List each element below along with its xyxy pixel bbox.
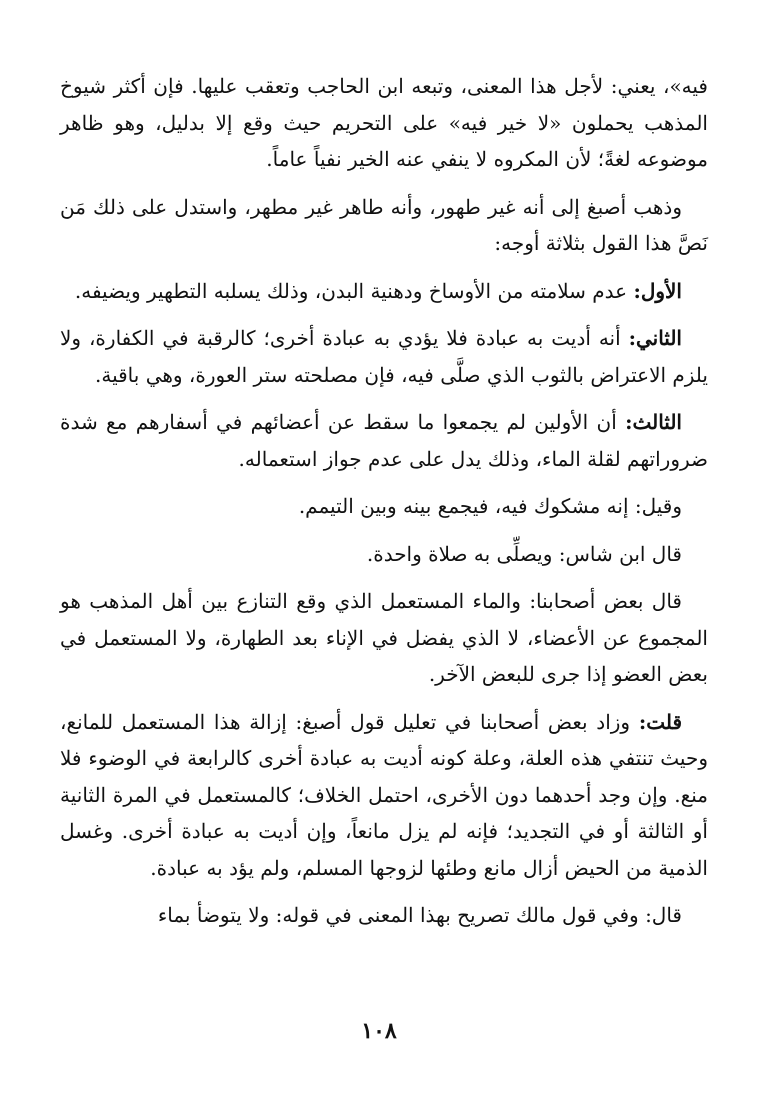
page-text-body — [60, 68, 708, 945]
paragraph-5-term: الثالث: — [625, 410, 682, 434]
paragraph-8-text: قال بعض أصحابنا: والماء المستعمل الذي وقع التنازع بين أهل المذهب هو المجموع عن الأعضاء، لا الذي يفضل في الإناء بعد الطهارة، ولا المستعمل في بعض العضو إذا جرى للبعض الآخر. — [60, 589, 708, 686]
paragraph-3-text: عدم سلامته من الأوساخ ودهنية البدن، وذلك يسلبه التطهير ويضيفه. — [74, 278, 634, 303]
paragraph-9-term: قلت: — [638, 709, 683, 734]
paragraph-6 — [60, 488, 708, 525]
paragraph-5-text: أن الأولين لم يجمعوا ما سقط عن أعضائهم في أسفارهم مع شدة ضروراتهم لقلة الماء، وذلك يدل على عدم جواز استعماله. — [60, 410, 708, 471]
paragraph-1-text: فيه»، يعني: لأجل هذا المعنى، وتبعه ابن الحاجب وتعقب عليها. فإن أكثر شيوخ المذهب يحملون «لا خير فيه» على التحريم حيث وقع إلا بدليل، وهو ظاهر موضوعه لغةً؛ لأن المكروه لا ينفي عنه الخير نفياً عاماً. — [60, 74, 708, 171]
paragraph-7 — [60, 536, 708, 573]
paragraph-4-text: أنه أديت به عبادة فلا يؤدي به عبادة أخرى؛ كالرقبة في الكفارة، ولا يلزم الاعتراض بالثوب الذي صلَّى فيه، فإن مصلحته ستر العورة، وهي باقية. — [60, 326, 708, 387]
paragraph-2 — [60, 189, 708, 262]
paragraph-7-text: قال ابن شاس: ويصلِّى به صلاة واحدة. — [366, 541, 682, 566]
paragraph-10 — [60, 897, 708, 934]
paragraph-4 — [60, 320, 708, 393]
paragraph-8 — [60, 583, 708, 693]
paragraph-9-text: وزاد بعض أصحابنا في تعليل قول أصبغ: إزالة هذا المستعمل للمانع، وحيث تنتفي هذه العلة، وعلة كونه أديت به عبادة أخرى كالرابعة في الوضوء فلا منع. وإن وجد أحدهما دون الأخرى، احتمل الخلاف؛ كالمستعمل في المرة الثانية أو الثالثة أو في التجديد؛ فإنه لم يزل مانعاً، وإن أديت به عبادة أخرى. وغسل الذمية من الحيض أزال مانع وطئها لزوجها المسلم، ولم يؤد به عبادة. — [60, 709, 708, 880]
paragraph-4-term: الثاني: — [628, 326, 682, 350]
paragraph-1 — [60, 68, 708, 178]
paragraph-10-text: قال: وفي قول مالك تصريح بهذا المعنى في قوله: ولا يتوضأ بماء — [157, 903, 682, 927]
paragraph-6-text: وقيل: إنه مشكوك فيه، فيجمع بينه وبين التيمم. — [298, 494, 682, 518]
paragraph-3-term: الأول: — [633, 278, 682, 303]
paragraph-3 — [60, 273, 708, 310]
page-number: ١٠٨ — [361, 1018, 397, 1044]
paragraph-5 — [60, 404, 708, 477]
paragraph-9 — [60, 704, 708, 887]
paragraph-2-text: وذهب أصبغ إلى أنه غير طهور، وأنه طاهر غير مطهر، واستدل على ذلك مَن نَصَّ هذا القول بثلاثة أوجه: — [60, 194, 708, 255]
